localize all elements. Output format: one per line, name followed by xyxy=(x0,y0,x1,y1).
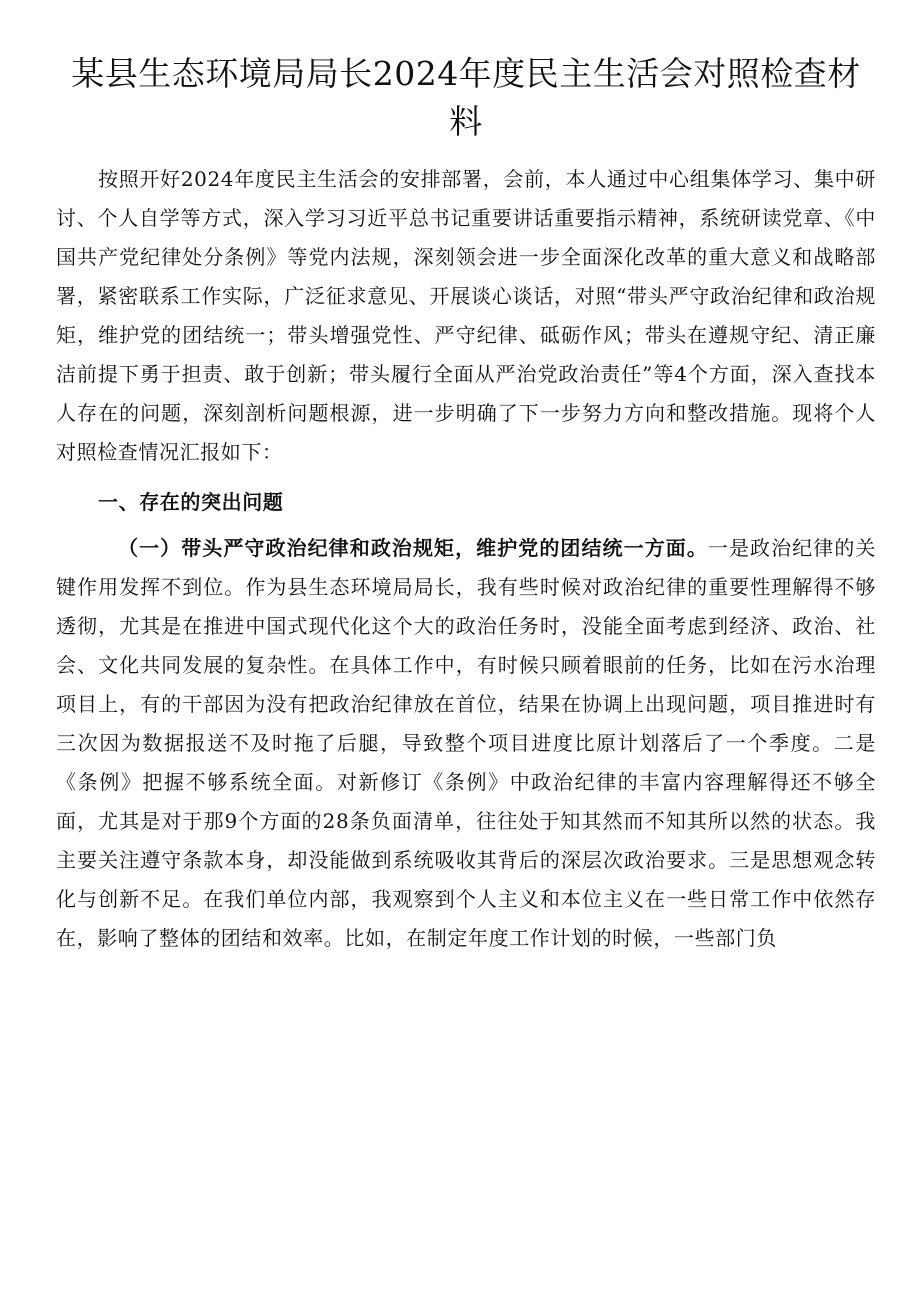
sub-section-paragraph xyxy=(56,529,876,958)
sub-section-body: 一是政治纪律的关键作用发挥不到位。作为县生态环境局局长，我有些时候对政治纪律的重要性理解得不够透彻，尤其是在推进中国式现代化这个大的政治任务时，没能全面考虑到经济、政治、社会、文化共同发展的复杂性。在具体工作中，有时候只顾着眼前的任务，比如在污水治理项目上，有的干部因为没有把政治纪律放在首位，结果在协调上出现问题，项目推进时有三次因为数据报送不及时拖了后腿，导致整个项目进度比原计划落后了一个季度。二是《条例》把握不够系统全面。对新修订《条例》中政治纪律的丰富内容理解得还不够全面，尤其是对于那9个方面的28条负面清单，往往处于知其然而不知其所以然的状态。我主要关注遵守条款本身，却没能做到系统吸收其背后的深层次政治要求。三是思想观念转化与创新不足。在我们单位内部，我观察到个人主义和本位主义在一些日常工作中依然存在，影响了整体的团结和效率。比如，在制定年度工作计划的时候，一些部门负 xyxy=(56,536,876,950)
intro-paragraph: 按照开好2024年度民主生活会的安排部署，会前，本人通过中心组集体学习、集中研讨、个人自学等方式，深入学习习近平总书记重要讲话重要指示精神，系统研读党章、《中国共产党纪律处分条例》等党内法规，深刻领会进一步全面深化改革的重大意义和战略部署，紧密联系工作实际，广泛征求意见、开展谈心谈话，对照“带头严守政治纪律和政治规矩，维护党的团结统一；带头增强党性、严守纪律、砥砺作风；带头在遵规守纪、清正廉洁前提下勇于担责、敢于创新；带头履行全面从严治党政治责任”等4个方面，深入查找本人存在的问题，深刻剖析问题根源，进一步明确了下一步努力方向和整改措施。现将个人对照检查情况汇报如下： xyxy=(56,167,876,464)
section-heading: 一、存在的突出问题 xyxy=(98,490,284,514)
sub-section-lead: （一）带头严守政治纪律和政治规矩，维护党的团结统一方面。 xyxy=(118,536,708,560)
document-title: 某县生态环境局局长2024年度民主生活会对照检查材料 xyxy=(71,54,861,141)
document-page xyxy=(56,50,876,958)
